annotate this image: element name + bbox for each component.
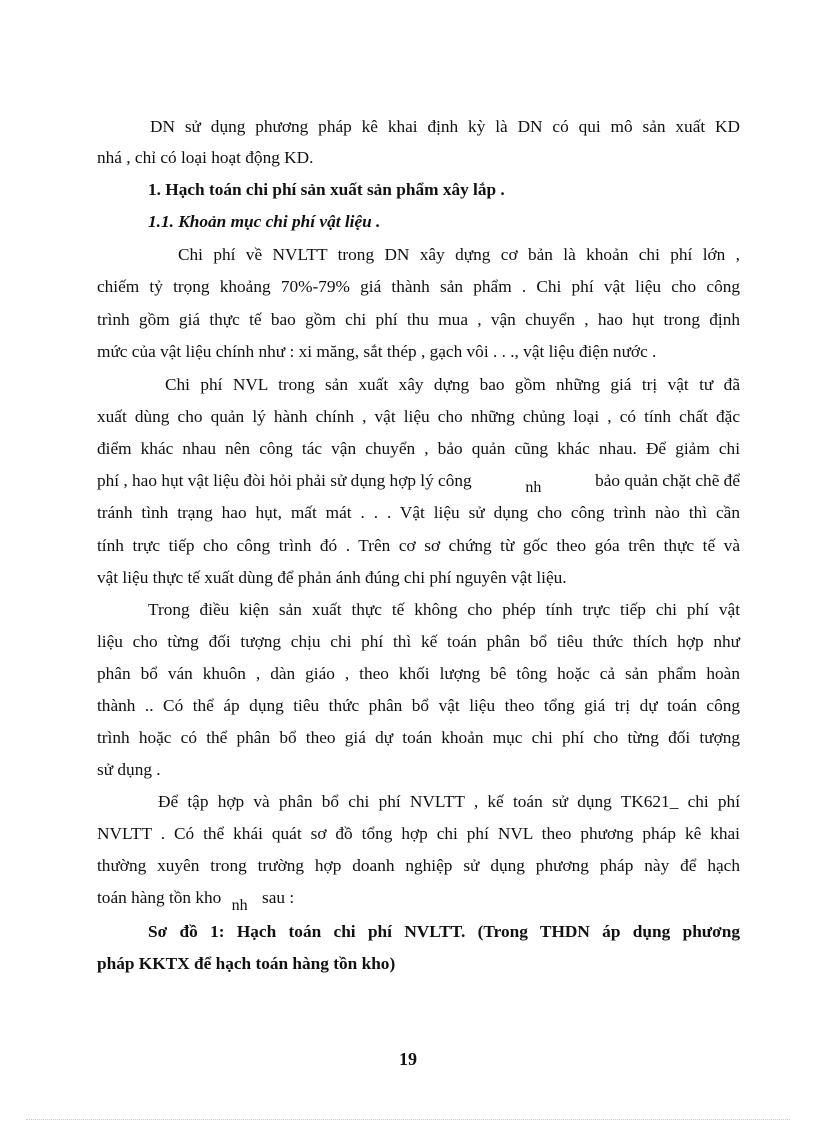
paragraph-line: xuất dùng cho quản lý hành chính , vật liệu cho những chủng loại , có tính chất đặc [97,407,740,426]
text-span: bảo quản chặt chẽ để [595,471,740,490]
text-span: phí , hao hụt vật liệu đòi hỏi phải sử dụng hợp lý công [97,471,472,490]
paragraph-line: tránh tình trạng hao hụt, mất mát . . . Vật liệu sử dụng cho công trình nào thì cần [97,503,740,522]
paragraph-line: NVLTT . Có thể khái quát sơ đồ tổng hợp chi phí NVL theo phương pháp kê khai [97,824,740,843]
text-span: sau : [261,888,295,907]
paragraph-line: trình hoặc có thể phân bổ theo giá dự toán khoản mục chi phí cho từng đối tượng [97,728,740,747]
paragraph-line: điểm khác nhau nên công tác vận chuyển , bảo quản cũng khác nhau. Để giảm chi [97,439,740,458]
paragraph-line [97,886,816,914]
page-border-line [26,1119,790,1120]
paragraph-line: DN sử dụng phương pháp kê khai định kỳ là DN có qui mô sản xuất KD [150,117,740,136]
paragraph-line: nhá , chỉ có loại hoạt động KD. [97,148,314,167]
paragraph-line: Trong điều kiện sản xuất thực tế không cho phép tính trực tiếp chi phí vật [148,600,740,619]
subscript-fragment: nh [525,479,542,496]
paragraph-line: chiếm tỷ trọng khoảng 70%-79% giá thành sản phẩm . Chi phí vật liệu cho công [97,277,740,296]
paragraph-line: liệu cho từng đối tượng chịu chi phí thì kế toán phân bổ tiêu thức thích hợp như [97,632,740,651]
section-heading: 1. Hạch toán chi phí sản xuất sản phẩm xây lắp . [148,180,505,199]
paragraph-line: tính trực tiếp cho công trình đó . Trên cơ sơ chứng từ gốc theo góa trên thực tế và [97,536,740,555]
paragraph-line: trình gồm giá thực tế bao gồm chi phí thu mua , vận chuyển , hao hụt trong định [97,310,740,329]
diagram-caption: Sơ đồ 1: Hạch toán chi phí NVLTT. (Trong THDN áp dụng phương [148,922,740,941]
subscript-fragment: nh [231,897,248,914]
paragraph-line: vật liệu thực tế xuất dùng để phản ánh đúng chi phí nguyên vật liệu. [97,568,567,587]
paragraph-line: phân bổ ván khuôn , dàn giáo , theo khối lượng bê tông hoặc cả sản phẩm hoàn [97,664,740,683]
paragraph-line: Chi phí về NVLTT trong DN xây dựng cơ bản là khoản chi phí lớn , [178,245,740,264]
paragraph-line: mức của vật liệu chính như : xi măng, sắt thép , gạch vôi . . ., vật liệu điện nước . [97,342,657,361]
paragraph-line: thường xuyên trong trường hợp doanh nghiệp sử dụng phương pháp này để hạch [97,856,740,875]
diagram-caption: pháp KKTX để hạch toán hàng tồn kho) [97,954,396,973]
page-number: 19 [399,1049,417,1069]
subsection-heading: 1.1. Khoản mục chi phí vật liệu . [148,212,381,231]
paragraph-line: Chi phí NVL trong sản xuất xây dựng bao gồm những giá trị vật tư đã [165,375,740,394]
paragraph-line: thành .. Có thể áp dụng tiêu thức phân bổ vật liệu theo tổng giá trị dự toán công [97,696,740,715]
paragraph-line [97,469,740,496]
text-span: toán hàng tồn kho [97,888,222,907]
paragraph-line: sử dụng . [97,760,161,779]
paragraph-line: Để tập hợp và phân bổ chi phí NVLTT , kế toán sử dụng TK621_ chi phí [158,792,740,811]
